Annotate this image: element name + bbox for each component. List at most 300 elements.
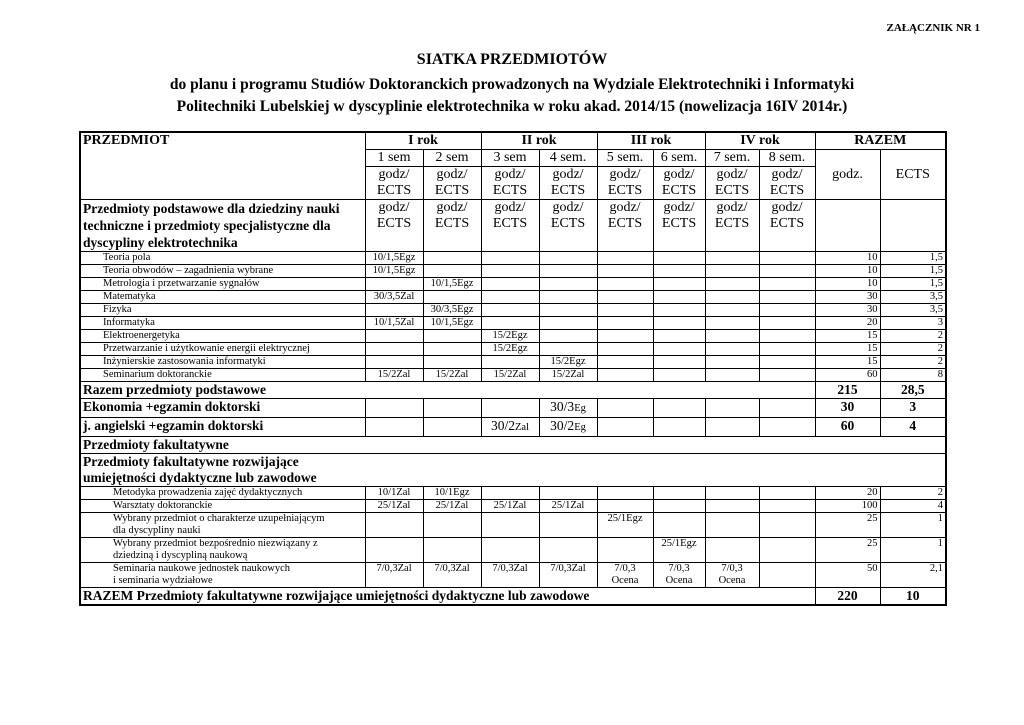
total-ects-cell: 2 (880, 343, 946, 356)
semester-cell (481, 369, 539, 382)
semester-cell (705, 500, 759, 513)
semester-cell (759, 265, 815, 278)
subject-name: Wybrany przedmiot bezpośrednio niezwiązany z (113, 538, 318, 549)
semester-cell (597, 487, 653, 500)
total-godz-cell: 10 (815, 278, 880, 291)
unit-header (539, 200, 597, 252)
semester-cell (705, 356, 759, 369)
table-row (80, 265, 946, 278)
semester-value: 10/1,5Egz (430, 278, 474, 289)
subject-name-cont: dziedziną i dyscypliną naukową (113, 550, 248, 561)
semester-cell (653, 304, 705, 317)
subject-name: Metodyka prowadzenia zajęć dydaktycznych (113, 487, 303, 498)
subject-cell (80, 487, 365, 500)
semester-value: 25/1Zal (435, 500, 469, 511)
unit-label: ECTS (714, 216, 750, 231)
semester-value: 7/0,3 (721, 563, 743, 574)
subject-name: Teoria obwodów – zagadnienia wybrane (103, 265, 274, 276)
unit-header (705, 167, 759, 200)
semester-cell (653, 278, 705, 291)
semester-cell (759, 343, 815, 356)
table-row (80, 343, 946, 356)
semester-value: 15/2Egz (550, 356, 586, 367)
total-ects-cell: 3 (880, 399, 946, 418)
semester-cell (759, 500, 815, 513)
semester-value: 25/1Zal (377, 500, 411, 511)
semester-cell (653, 563, 705, 588)
semester-cell (423, 291, 481, 304)
semester-value: 10/1,5Egz (372, 265, 416, 276)
semester-cell (481, 418, 539, 437)
assessment-suffix: Eg (574, 403, 586, 414)
semester-value: 15/2Egz (492, 343, 528, 354)
row-label: j. angielski +egzamin doktorski (80, 418, 365, 437)
semester-value: 30/3 (550, 399, 575, 414)
total-ects-cell: 3,5 (880, 291, 946, 304)
unit-label: ECTS (714, 183, 750, 198)
semester-value: 15/2Zal (551, 369, 585, 380)
row-label (80, 454, 946, 487)
semester-cell (365, 487, 423, 500)
subject-cell (80, 265, 365, 278)
unit-label: ECTS (769, 216, 805, 231)
total-godz-cell: 15 (815, 330, 880, 343)
unit-header (481, 200, 539, 252)
semester-cell (597, 265, 653, 278)
subject-name: Elektroenergetyka (103, 330, 180, 341)
total-godz-cell: 220 (815, 588, 880, 606)
total-godz-cell: 30 (815, 399, 880, 418)
semester-cell (759, 369, 815, 382)
semester-value: 15/2Zal (435, 369, 469, 380)
semester-cell (481, 487, 539, 500)
semester-cell (653, 291, 705, 304)
semester-cell (423, 369, 481, 382)
total-header: RAZEM (815, 132, 946, 150)
semester-cell (705, 317, 759, 330)
total-ects-cell: 4 (880, 500, 946, 513)
semester-cell (481, 304, 539, 317)
semester-assessment: Ocena (718, 575, 746, 586)
total-ects-cell: 1,5 (880, 265, 946, 278)
semester-cell (539, 399, 597, 418)
elective-row (80, 437, 946, 454)
semester-value: 30/3,5Egz (430, 304, 474, 315)
unit-header (539, 167, 597, 200)
semester-cell (759, 487, 815, 500)
semester-cell (481, 317, 539, 330)
row-label: Razem przedmioty podstawowe (80, 382, 815, 399)
semester-cell (423, 330, 481, 343)
unit-header (597, 200, 653, 252)
empty-cell (597, 418, 653, 437)
semester-value: 30/2 (550, 418, 575, 433)
table-row (80, 304, 946, 317)
total-godz-cell: 10 (815, 252, 880, 265)
semester-cell (539, 304, 597, 317)
didactic-header-text: Przedmioty fakultatywne rozwijające umiejętności dydaktyczne lub zawodowe (83, 454, 317, 485)
year-1-header: I rok (365, 132, 481, 150)
subject-cell (80, 356, 365, 369)
semester-cell (365, 291, 423, 304)
year-4-header: IV rok (705, 132, 815, 150)
unit-label: ECTS (607, 216, 643, 231)
semester-cell (597, 330, 653, 343)
total-ects-header: ECTS (880, 150, 946, 200)
semester-cell (705, 304, 759, 317)
subject-name: Przetwarzanie i użytkowanie energii elektrycznej (103, 343, 310, 354)
semester-cell (365, 356, 423, 369)
semester-cell (597, 513, 653, 538)
english-row (80, 418, 946, 437)
semester-cell (539, 330, 597, 343)
unit-label: ECTS (376, 183, 412, 198)
subject-name: Wybrany przedmiot o charakterze uzupełniającym (113, 513, 325, 524)
unit-label: godz/ (494, 200, 526, 215)
semester-cell (481, 513, 539, 538)
unit-label: godz/ (716, 200, 748, 215)
semester-cell (539, 291, 597, 304)
basic-subjects-header: Przedmioty podstawowe dla dziedziny nauki techniczne i przedmioty specjalistyczne dla dyscypliny elektrotechnika (80, 200, 365, 252)
total-ects-cell: 4 (880, 418, 946, 437)
empty-cell (423, 399, 481, 418)
semester-cell (539, 356, 597, 369)
empty-cell (653, 399, 705, 418)
table-row (80, 487, 946, 500)
subject-name: Teoria pola (103, 252, 151, 263)
semester-cell (653, 369, 705, 382)
semester-value: 7/0,3 (668, 563, 690, 574)
subject-cell (80, 563, 365, 588)
semester-value: 7/0,3Zal (550, 563, 586, 574)
subject-cell (80, 343, 365, 356)
unit-header (423, 167, 481, 200)
row-label: Ekonomia +egzamin doktorski (80, 399, 365, 418)
total-ects-cell: 8 (880, 369, 946, 382)
semester-cell (597, 304, 653, 317)
semester-value: 10/1,5Egz (430, 317, 474, 328)
semester-cell (653, 538, 705, 563)
subject-name-cont: i seminaria wydziałowe (113, 575, 213, 586)
semester-cell (365, 304, 423, 317)
unit-label: godz/ (771, 167, 803, 182)
semester-cell (597, 252, 653, 265)
semester-cell (597, 563, 653, 588)
unit-label: godz/ (609, 167, 641, 182)
table-row (80, 317, 946, 330)
unit-label: godz/ (771, 200, 803, 215)
semester-cell (759, 291, 815, 304)
semester-cell (365, 265, 423, 278)
semester-cell (481, 265, 539, 278)
unit-label: godz/ (663, 167, 695, 182)
semester-value: 15/2Egz (492, 330, 528, 341)
subject-cell (80, 369, 365, 382)
semester-value: 10/1,5Egz (372, 252, 416, 263)
unit-header (653, 167, 705, 200)
semester-cell (481, 330, 539, 343)
semester-cell (481, 291, 539, 304)
empty-cell (815, 200, 880, 252)
unit-label: ECTS (607, 183, 643, 198)
table-row (80, 500, 946, 513)
subject-name: Matematyka (103, 291, 156, 302)
total-godz-cell: 100 (815, 500, 880, 513)
unit-header (759, 167, 815, 200)
total-ects-cell: 2,1 (880, 563, 946, 588)
subject-cell (80, 317, 365, 330)
semester-cell (481, 278, 539, 291)
semester-cell (539, 563, 597, 588)
unit-label: godz/ (436, 167, 468, 182)
semester-cell (597, 343, 653, 356)
semester-cell (481, 563, 539, 588)
unit-header (481, 167, 539, 200)
total-godz-cell: 20 (815, 317, 880, 330)
semester-cell (705, 265, 759, 278)
semester-cell (365, 369, 423, 382)
semester-cell (539, 343, 597, 356)
header-row-years (80, 132, 946, 150)
semester-value: 7/0,3Zal (434, 563, 470, 574)
subject-cell (80, 500, 365, 513)
empty-cell (481, 399, 539, 418)
empty-cell (653, 418, 705, 437)
semester-cell (539, 369, 597, 382)
subject-name: Seminarium doktoranckie (103, 369, 212, 380)
total-ects-cell: 10 (880, 588, 946, 606)
semester-header: 5 sem. (597, 150, 653, 167)
semester-cell (539, 487, 597, 500)
semester-cell (365, 538, 423, 563)
semester-cell (759, 317, 815, 330)
subject-cell (80, 252, 365, 265)
basic-total-row (80, 382, 946, 399)
table-row (80, 563, 946, 588)
total-godz-cell: 30 (815, 304, 880, 317)
semester-value: 25/1Zal (551, 500, 585, 511)
unit-label: ECTS (434, 183, 470, 198)
unit-label: godz/ (609, 200, 641, 215)
unit-label: ECTS (550, 183, 586, 198)
total-godz-cell: 60 (815, 369, 880, 382)
semester-cell (423, 265, 481, 278)
subject-cell (80, 291, 365, 304)
semester-cell (365, 513, 423, 538)
title-block (0, 50, 1024, 118)
semester-cell (597, 291, 653, 304)
subject-name: Seminaria naukowe jednostek naukowych (113, 563, 290, 574)
row-label: RAZEM Przedmioty fakultatywne rozwijające umiejętności dydaktyczne lub zawodowe (80, 588, 815, 606)
total-godz-cell: 25 (815, 538, 880, 563)
semester-cell (705, 513, 759, 538)
semester-cell (539, 538, 597, 563)
subject-cell (80, 304, 365, 317)
unit-label: ECTS (661, 183, 697, 198)
semester-value: 30/2 (491, 418, 516, 433)
semester-cell (705, 330, 759, 343)
total-godz-cell: 215 (815, 382, 880, 399)
semester-cell (705, 278, 759, 291)
semester-cell (597, 317, 653, 330)
semester-cell (481, 538, 539, 563)
semester-cell (539, 317, 597, 330)
year-3-header: III rok (597, 132, 705, 150)
semester-value: 15/2Zal (493, 369, 527, 380)
page-title: SIATKA PRZEDMIOTÓW (416, 51, 608, 68)
semester-cell (653, 500, 705, 513)
semester-cell (705, 369, 759, 382)
semester-value: 25/1Egz (661, 538, 697, 549)
semester-header: 4 sem. (539, 150, 597, 167)
total-godz-cell: 30 (815, 291, 880, 304)
subject-name: Informatyka (103, 317, 155, 328)
semester-header: 1 sem (365, 150, 423, 167)
subject-name-cont: dla dyscypliny nauki (113, 525, 201, 536)
semester-cell (365, 330, 423, 343)
total-godz-cell: 15 (815, 356, 880, 369)
total-godz-header: godz. (815, 150, 880, 200)
semester-cell (653, 330, 705, 343)
subject-cell (80, 278, 365, 291)
total-godz-cell: 25 (815, 513, 880, 538)
total-ects-cell: 2 (880, 356, 946, 369)
semester-cell (423, 513, 481, 538)
semester-cell (653, 513, 705, 538)
subject-name: Metrologia i przetwarzanie sygnałów (103, 278, 260, 289)
semester-cell (653, 343, 705, 356)
table-row (80, 291, 946, 304)
semester-cell (759, 356, 815, 369)
unit-label: ECTS (492, 183, 528, 198)
total-ects-cell: 2 (880, 330, 946, 343)
table-row (80, 356, 946, 369)
total-ects-cell: 28,5 (880, 382, 946, 399)
unit-header (653, 200, 705, 252)
assessment-suffix: Zal (515, 422, 530, 433)
semester-cell (705, 343, 759, 356)
total-godz-cell: 10 (815, 265, 880, 278)
didactic-total-row (80, 588, 946, 606)
semester-cell (423, 487, 481, 500)
semester-cell (365, 343, 423, 356)
total-godz-cell: 50 (815, 563, 880, 588)
semester-header: 3 sem (481, 150, 539, 167)
semester-cell (759, 513, 815, 538)
semester-cell (539, 500, 597, 513)
semester-cell (653, 252, 705, 265)
semester-cell (365, 252, 423, 265)
subject-cell (80, 513, 365, 538)
didactic-header-row (80, 454, 946, 487)
total-godz-cell: 60 (815, 418, 880, 437)
year-2-header: II rok (481, 132, 597, 150)
unit-label: godz/ (494, 167, 526, 182)
basic-header-row (80, 200, 946, 252)
semester-cell (705, 291, 759, 304)
unit-label: godz/ (436, 200, 468, 215)
total-ects-cell: 1 (880, 513, 946, 538)
unit-label: ECTS (661, 216, 697, 231)
semester-cell (481, 343, 539, 356)
semester-cell (653, 487, 705, 500)
semester-cell (759, 304, 815, 317)
total-ects-cell: 1,5 (880, 252, 946, 265)
empty-cell (423, 418, 481, 437)
semester-cell (705, 252, 759, 265)
table-row (80, 278, 946, 291)
unit-label: ECTS (550, 216, 586, 231)
unit-header (759, 200, 815, 252)
semester-cell (705, 538, 759, 563)
semester-cell (705, 563, 759, 588)
semester-header: 7 sem. (705, 150, 759, 167)
semester-cell (365, 500, 423, 513)
semester-cell (539, 265, 597, 278)
unit-label: ECTS (769, 183, 805, 198)
semester-assessment: Ocena (665, 575, 693, 586)
semester-cell (597, 356, 653, 369)
empty-cell (759, 418, 815, 437)
subject-name: Inżynierskie zastosowania informatyki (103, 356, 266, 367)
semester-cell (597, 500, 653, 513)
semester-value: 10/1,5Zal (373, 317, 415, 328)
empty-cell (365, 399, 423, 418)
semester-cell (423, 252, 481, 265)
semester-cell (759, 563, 815, 588)
semester-value: 25/1Egz (607, 513, 643, 524)
empty-cell (759, 399, 815, 418)
semester-value: 7/0,3Zal (376, 563, 412, 574)
semester-cell (539, 418, 597, 437)
semester-cell (653, 356, 705, 369)
subject-name: Fizyka (103, 304, 132, 315)
subtitle-line-1: do planu i programu Studiów Doktoranckich prowadzonych na Wydziale Elektrotechniki i Informatyki (169, 76, 855, 93)
semester-cell (423, 343, 481, 356)
assessment-suffix: Eg (574, 422, 586, 433)
curriculum-table (79, 131, 947, 606)
semester-cell (365, 563, 423, 588)
unit-label: godz/ (552, 167, 584, 182)
semester-cell (423, 304, 481, 317)
semester-cell (759, 538, 815, 563)
semester-value: 10/1Egz (434, 487, 470, 498)
unit-header (597, 167, 653, 200)
subject-cell (80, 330, 365, 343)
unit-header (365, 167, 423, 200)
unit-label: godz/ (378, 200, 410, 215)
semester-cell (759, 330, 815, 343)
semester-cell (423, 356, 481, 369)
semester-cell (365, 278, 423, 291)
semester-cell (759, 252, 815, 265)
semester-header: 8 sem. (759, 150, 815, 167)
unit-header (365, 200, 423, 252)
total-ects-cell: 3,5 (880, 304, 946, 317)
empty-cell (705, 418, 759, 437)
empty-cell (365, 418, 423, 437)
table-row (80, 369, 946, 382)
semester-cell (481, 500, 539, 513)
unit-label: ECTS (434, 216, 470, 231)
table-row (80, 252, 946, 265)
semester-cell (653, 265, 705, 278)
semester-cell (539, 513, 597, 538)
semester-value: 15/2Zal (377, 369, 411, 380)
annex-label: ZAŁĄCZNIK NR 1 (886, 22, 980, 34)
semester-header: 6 sem. (653, 150, 705, 167)
semester-value: 30/3,5Zal (373, 291, 415, 302)
